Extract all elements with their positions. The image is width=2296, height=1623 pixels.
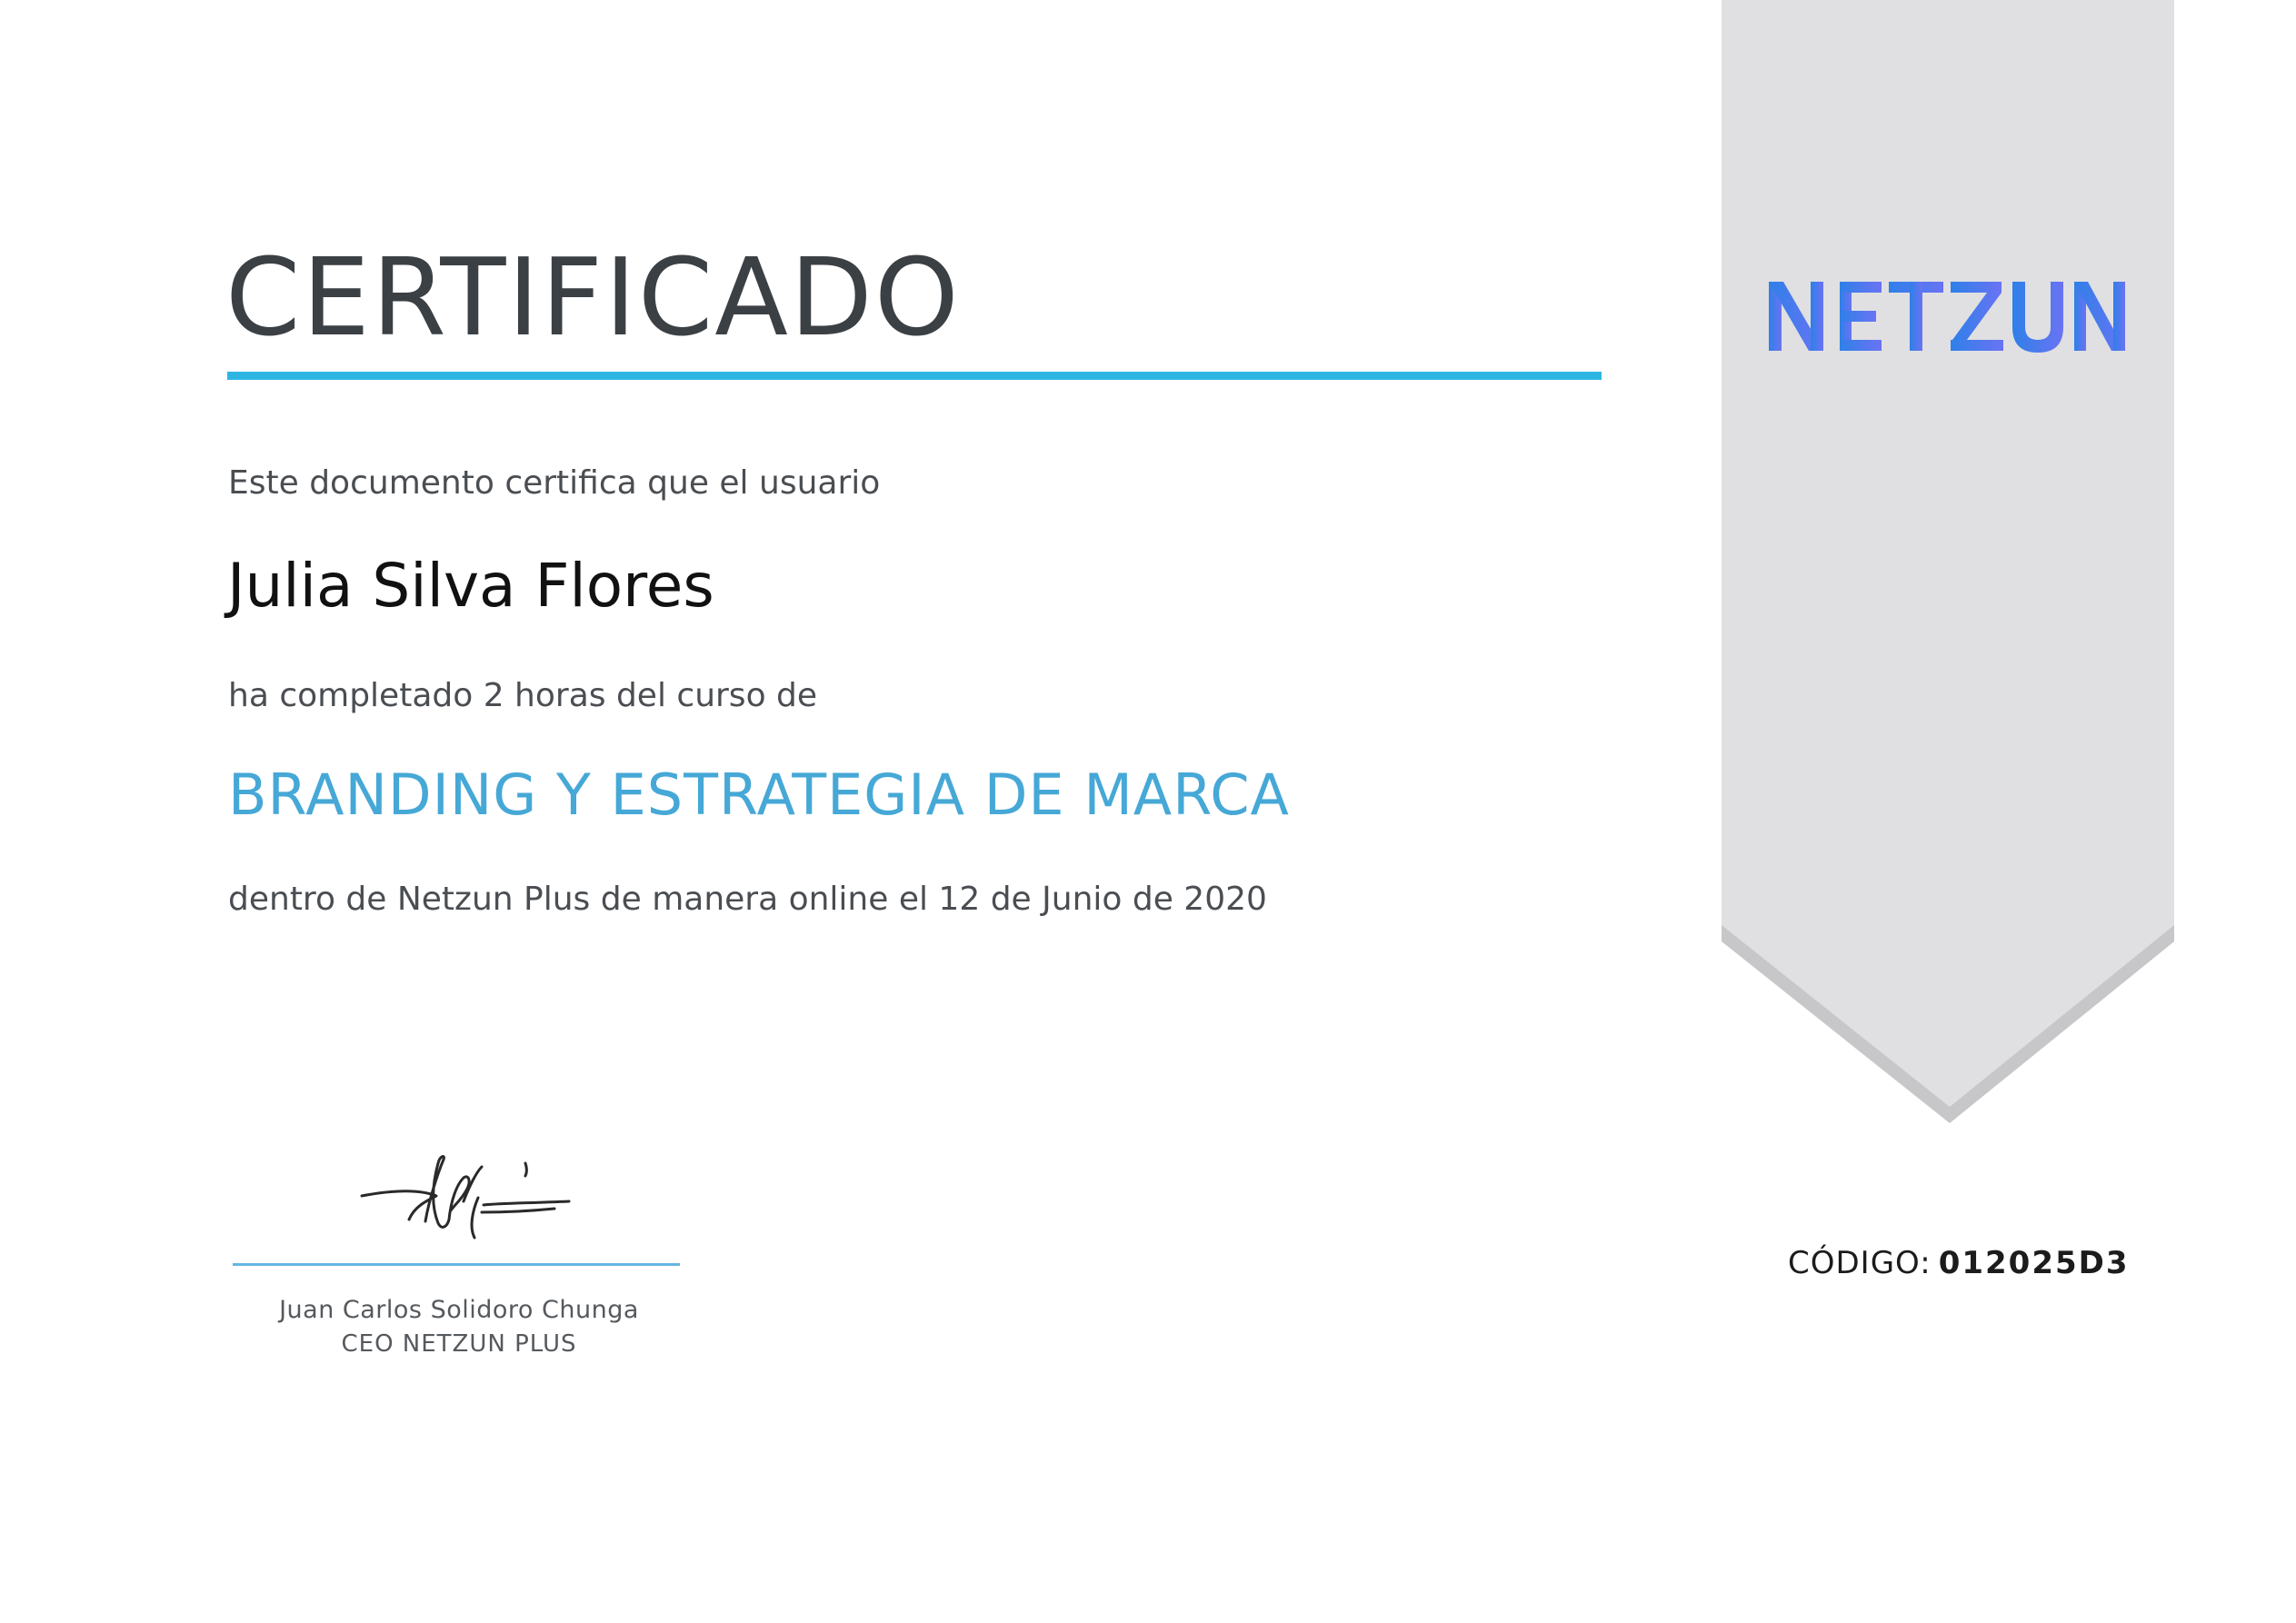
verification-code [1788,1245,2130,1281]
signature-block [227,1136,682,1372]
handwritten-signature [354,1136,573,1254]
certificate-title: CERTIFICADO [225,234,961,360]
hours-text: ha completado 2 horas del curso de [228,677,818,714]
signature-line [233,1263,680,1266]
student-name: Julia Silva Flores [227,551,714,621]
intro-text: Este documento certifica que el usuario [228,464,881,502]
ribbon-banner [1722,0,2174,1123]
title-underline [227,372,1602,380]
signer-role: CEO NETZUN PLUS [341,1330,577,1358]
completion-text: dentro de Netzun Plus de manera online el 12 de Junio de 2020 [228,881,1267,918]
ribbon-body [1722,0,2174,1107]
netzun-logo [1769,278,2125,369]
code-value: 012025D3 [1938,1245,2130,1281]
code-label: CÓDIGO: [1788,1245,1932,1281]
signer-name: Juan Carlos Solidoro Chunga [279,1296,639,1324]
course-name: BRANDING Y ESTRATEGIA DE MARCA [228,762,1290,828]
